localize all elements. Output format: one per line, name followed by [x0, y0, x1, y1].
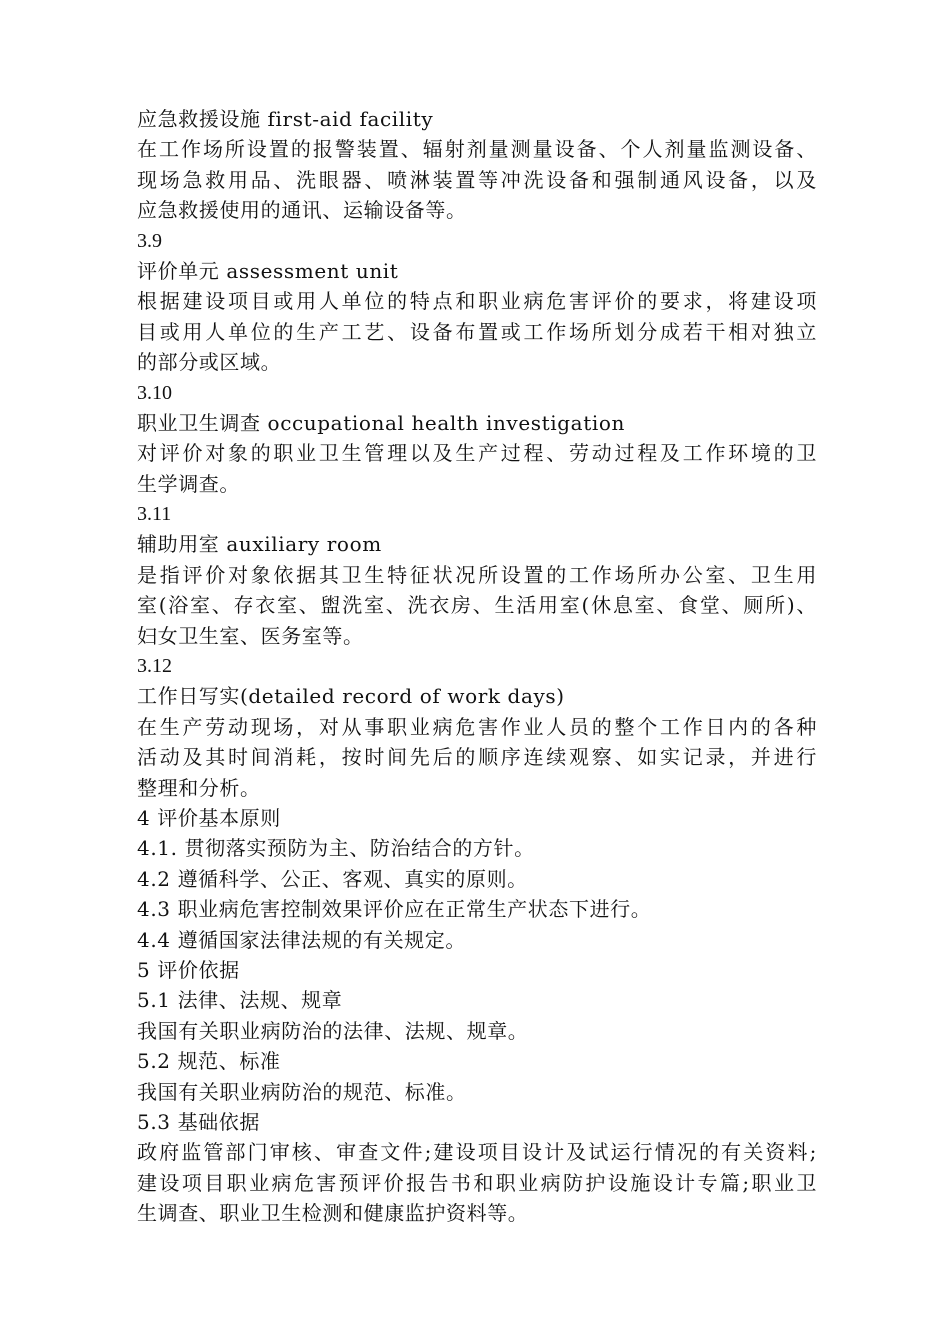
text-line: 政府监管部门审核、审查文件;建设项目设计及试运行情况的有关资料;: [137, 1140, 817, 1165]
section-heading: 5 评价依据: [137, 957, 240, 982]
text-line: 对评价对象的职业卫生管理以及生产过程、劳动过程及工作环境的卫: [137, 441, 817, 466]
section-number: 3.10: [137, 381, 172, 404]
section-heading: 4 评价基本原则: [137, 805, 281, 830]
text-line: 生学调查。: [137, 471, 240, 496]
term-heading: 职业卫生调查 occupational health investigation: [137, 410, 625, 435]
list-item: 4.3 职业病危害控制效果评价应在正常生产状态下进行。: [137, 897, 652, 922]
section-number: 3.9: [137, 229, 162, 252]
text-line: 应急救援设施 first-aid facility: [137, 107, 434, 131]
subsection-heading: 5.3 基础依据: [137, 1109, 260, 1134]
text-line: 在生产劳动现场，对从事职业病危害作业人员的整个工作日内的各种: [137, 714, 817, 739]
text-line: 整理和分析。: [137, 775, 261, 800]
subsection-heading: 5.2 规范、标准: [137, 1049, 281, 1074]
text-line: 活动及其时间消耗，按时间先后的顺序连续观察、如实记录，并进行: [137, 745, 817, 770]
list-item: 4.4 遵循国家法律法规的有关规定。: [137, 927, 466, 952]
section-number: 3.11: [137, 503, 172, 526]
text-line: 现场急救用品、洗眼器、喷淋装置等冲洗设备和强制通风设备，以及: [137, 167, 817, 192]
section-number: 3.12: [137, 655, 172, 678]
text-line: 生调查、职业卫生检测和健康监护资料等。: [137, 1201, 529, 1226]
text-line: 目或用人单位的生产工艺、设备布置或工作场所划分成若干相对独立: [137, 319, 817, 344]
text-line: 在工作场所设置的报警装置、辐射剂量测量设备、个人剂量监测设备、: [137, 137, 817, 162]
list-item: 4.2 遵循科学、公正、客观、真实的原则。: [137, 866, 528, 891]
document-body: [137, 104, 817, 1228]
term-heading: 评价单元 assessment unit: [137, 258, 399, 283]
text-line: 应急救援使用的通讯、运输设备等。: [137, 198, 467, 223]
list-item: 4.1. 贯彻落实预防为主、防治结合的方针。: [137, 836, 535, 861]
text-line: 的部分或区域。: [137, 350, 282, 375]
text-line: 我国有关职业病防治的规范、标准。: [137, 1079, 467, 1104]
text-line: 我国有关职业病防治的法律、法规、规章。: [137, 1018, 529, 1043]
subsection-heading: 5.1 法律、法规、规章: [137, 988, 343, 1013]
term-heading: 辅助用室 auxiliary room: [137, 532, 382, 557]
text-line: 是指评价对象依据其卫生特征状况所设置的工作场所办公室、卫生用: [137, 562, 817, 587]
text-line: 建设项目职业病危害预评价报告书和职业病防护设施设计专篇;职业卫: [137, 1170, 817, 1195]
text-line: 室(浴室、存衣室、盥洗室、洗衣房、生活用室(休息室、食堂、厕所)、: [137, 593, 817, 618]
term-heading: 工作日写实(detailed record of work days): [137, 684, 565, 709]
text-line: 根据建设项目或用人单位的特点和职业病危害评价的要求，将建设项: [137, 289, 817, 314]
text-line: 妇女卫生室、医务室等。: [137, 623, 364, 648]
